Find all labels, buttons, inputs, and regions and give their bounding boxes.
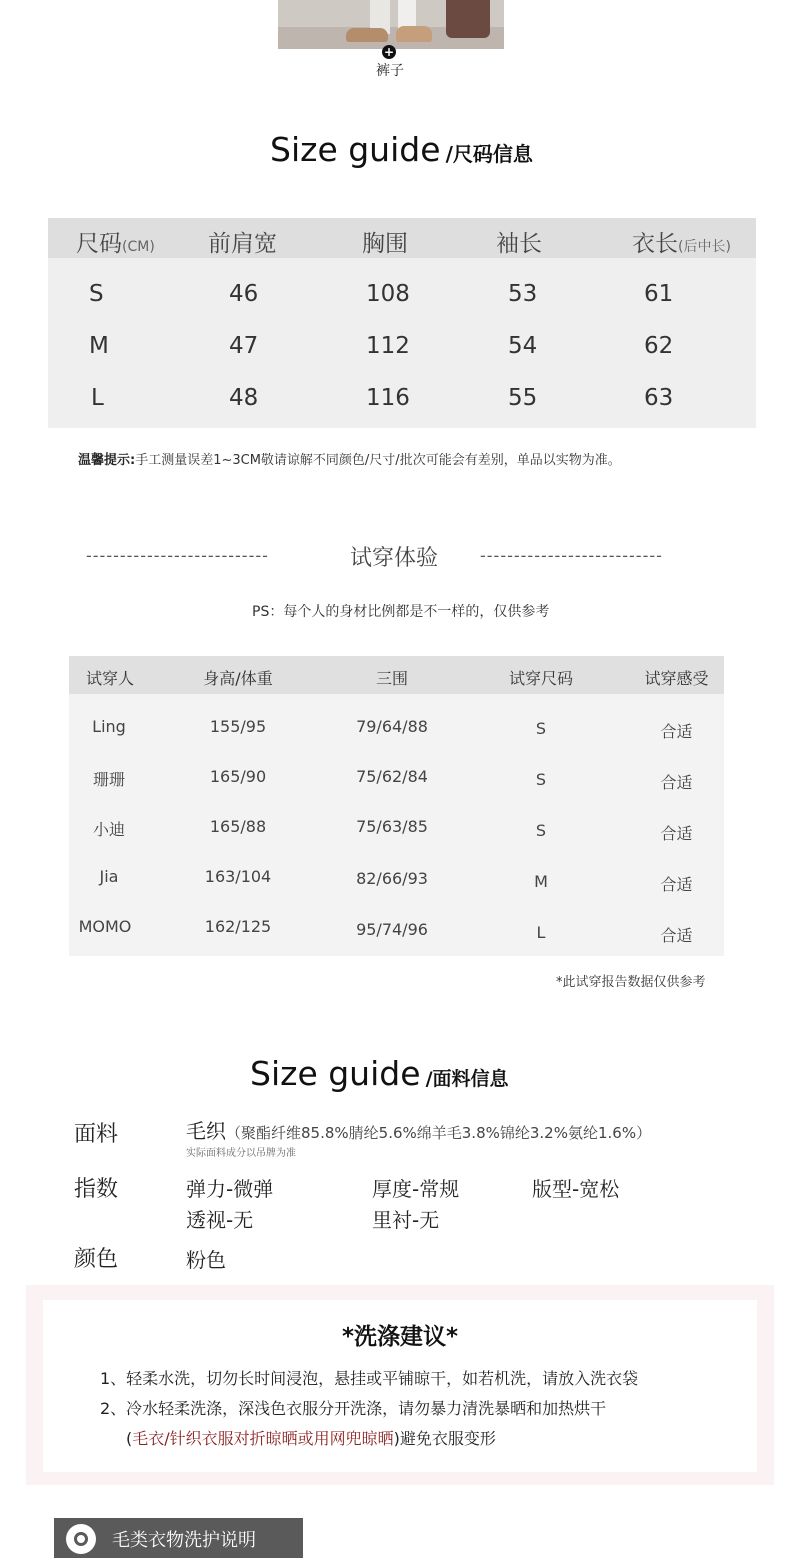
feel-cell: 合适	[660, 722, 693, 741]
shoulder-cell: 48	[229, 385, 259, 411]
header-shoulder: 前肩宽	[208, 231, 277, 257]
header-size: 尺码(CM)	[76, 231, 155, 257]
header-height-weight: 身高/体重	[203, 669, 273, 688]
divider-right: ---------------------------	[480, 546, 663, 565]
fabric-heading	[250, 1054, 509, 1093]
measurements-cell: 79/64/88	[356, 717, 428, 736]
header-chest: 胸围	[362, 231, 408, 257]
size-table	[48, 218, 756, 428]
try-on-header	[69, 656, 724, 694]
sleeve-cell: 53	[508, 281, 538, 307]
lining-value: 里衬-无	[372, 1208, 440, 1232]
shoulder-cell: 47	[229, 333, 259, 359]
tip-label: 温馨提示:	[78, 453, 136, 468]
try-on-title: 试穿体验	[350, 546, 439, 571]
length-cell: 63	[644, 385, 674, 411]
washing-line-3: (毛衣/针织衣服对折晾晒或用网兜晾晒)避免衣服变形	[126, 1429, 496, 1448]
size-guide-heading	[270, 130, 533, 169]
header-tried-size: 试穿尺码	[508, 669, 573, 688]
measurements-cell: 75/62/84	[356, 767, 428, 786]
person-cell: 小迪	[92, 820, 125, 839]
header-size-unit: (CM)	[122, 239, 155, 255]
size-table-header	[48, 218, 756, 258]
size-cell: S	[89, 281, 104, 307]
measurements-cell: 82/66/93	[356, 869, 428, 888]
header-length: 衣长(后中长)	[632, 231, 731, 257]
plus-icon: +	[383, 45, 395, 59]
height-weight-cell: 165/90	[209, 767, 267, 786]
fit-value: 版型-宽松	[532, 1177, 620, 1201]
chest-cell: 112	[366, 333, 410, 359]
care-icon-inner	[74, 1532, 88, 1546]
material-detail: （聚酯纤维85.8%腈纶5.6%绵羊毛3.8%锦纶3.2%氨纶1.6%）	[226, 1124, 652, 1142]
height-weight-cell: 165/88	[209, 817, 267, 836]
size-guide-subtitle: /尺码信息	[445, 142, 533, 166]
person-cell: MOMO	[78, 917, 132, 936]
material-label: 面料	[74, 1122, 119, 1147]
material-value: 毛织	[186, 1119, 226, 1143]
tried-size-cell: M	[534, 872, 548, 891]
measurements-cell: 95/74/96	[356, 920, 428, 939]
washing-line-2: 2、冷水轻柔洗涤，深浅色衣服分开洗涤，请勿暴力清洗暴晒和加热烘干	[100, 1399, 607, 1418]
tried-size-cell: S	[535, 770, 547, 789]
person-cell: 珊珊	[92, 770, 125, 789]
length-cell: 62	[644, 333, 674, 359]
item-label: 裤子	[376, 63, 404, 79]
thickness-value: 厚度-常规	[372, 1177, 460, 1201]
tried-size-cell: S	[535, 719, 547, 738]
try-on-table	[69, 656, 724, 956]
feel-cell: 合适	[660, 875, 693, 894]
product-photo	[278, 0, 504, 49]
size-cell: M	[89, 333, 109, 359]
header-measurements: 三围	[375, 669, 408, 688]
transparency-value: 透视-无	[186, 1208, 254, 1232]
sleeve-cell: 55	[508, 385, 538, 411]
height-weight-cell: 162/125	[204, 917, 272, 936]
height-weight-cell: 155/95	[209, 717, 267, 736]
divider-left: ---------------------------	[86, 546, 269, 565]
color-value: 粉色	[186, 1248, 226, 1272]
measurement-tip	[78, 449, 621, 468]
color-label: 颜色	[74, 1247, 119, 1272]
washing-line-1: 1、轻柔水洗，切勿长时间浸泡，悬挂或平铺晾干，如若机洗，请放入洗衣袋	[100, 1369, 639, 1388]
person-cell: Ling	[92, 717, 126, 736]
tip-text: 手工测量误差1~3CM敬请谅解不同颜色/尺寸/批次可能会有差别，单品以实物为准。	[135, 453, 621, 468]
size-cell: L	[91, 385, 104, 411]
index-label: 指数	[74, 1177, 119, 1202]
length-cell: 61	[644, 281, 674, 307]
elasticity-value: 弹力-微弹	[186, 1177, 274, 1201]
feel-cell: 合适	[660, 773, 693, 792]
measurements-cell: 75/63/85	[356, 817, 428, 836]
feel-cell: 合适	[660, 926, 693, 945]
sleeve-cell: 54	[508, 333, 538, 359]
person-cell: Jia	[99, 867, 119, 886]
care-instructions-label: 毛类衣物洗护说明	[112, 1530, 256, 1551]
try-on-note: *此试穿报告数据仅供参考	[556, 975, 706, 990]
header-feel: 试穿感受	[644, 669, 709, 688]
washing-title: *洗涤建议*	[341, 1324, 459, 1350]
chest-cell: 116	[366, 385, 410, 411]
fabric-subtitle: /面料信息	[425, 1068, 509, 1090]
washing-highlight: 毛衣/针织衣服对折晾晒或用网兜晾晒	[132, 1429, 394, 1448]
material-line	[186, 1115, 651, 1144]
chest-cell: 108	[366, 281, 410, 307]
tried-size-cell: L	[536, 923, 546, 942]
header-sleeve: 袖长	[496, 231, 542, 257]
size-guide-title: Size guide	[270, 130, 441, 169]
feel-cell: 合适	[660, 824, 693, 843]
tried-size-cell: S	[535, 821, 547, 840]
fabric-title: Size guide	[250, 1054, 421, 1093]
height-weight-cell: 163/104	[204, 867, 272, 886]
header-person: 试穿人	[85, 669, 134, 688]
shoulder-cell: 46	[229, 281, 259, 307]
try-on-ps: PS：每个人的身材比例都是不一样的，仅供参考	[252, 604, 550, 620]
header-length-note: (后中长)	[678, 239, 731, 255]
material-note: 实际面料成分以吊牌为准	[186, 1148, 296, 1159]
